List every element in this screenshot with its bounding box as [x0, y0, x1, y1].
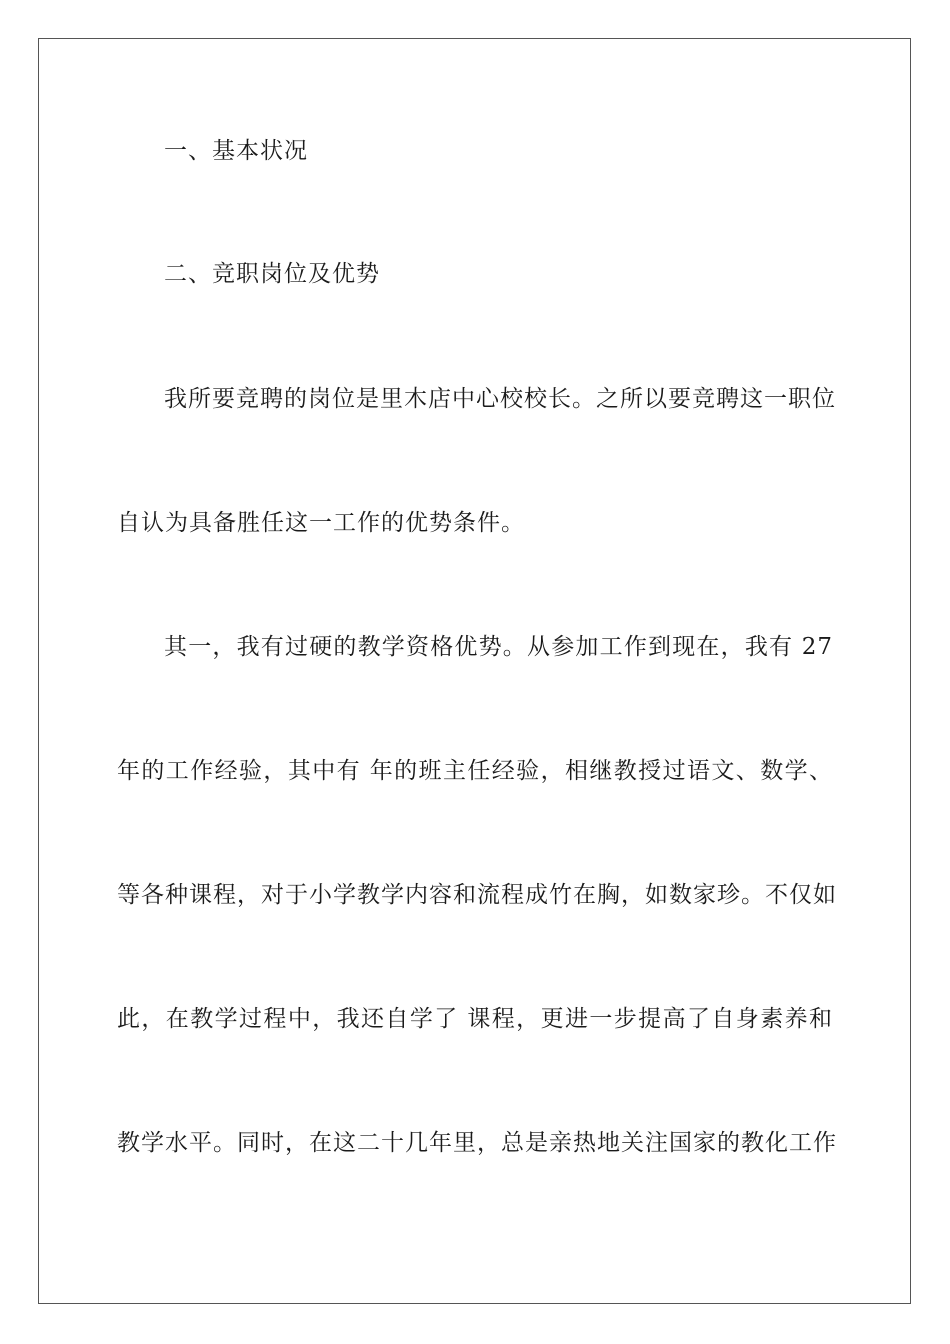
section-heading-basic-status: 一、基本状况 [164, 138, 308, 164]
paragraph-line-7: 教学水平。同时，在这二十几年里，总是亲热地关注国家的教化工作 [117, 1130, 837, 1156]
paragraph-line-5: 等各种课程，对于小学教学内容和流程成竹在胸，如数家珍。不仅如 [117, 882, 837, 908]
paragraph-line-6: 此，在教学过程中，我还自学了 课程，更进一步提高了自身素养和 [117, 1006, 833, 1032]
paragraph-line-1: 我所要竞聘的岗位是里木店中心校校长。之所以要竞聘这一职位 [164, 386, 836, 412]
section-heading-position-advantages: 二、竞职岗位及优势 [164, 261, 380, 287]
paragraph-line-4: 年的工作经验，其中有 年的班主任经验，相继教授过语文、数学、 [117, 758, 833, 784]
page-border [38, 38, 911, 1304]
paragraph-line-3: 其一，我有过硬的教学资格优势。从参加工作到现在，我有 27 [164, 634, 833, 660]
paragraph-line-2: 自认为具备胜任这一工作的优势条件。 [117, 510, 525, 536]
